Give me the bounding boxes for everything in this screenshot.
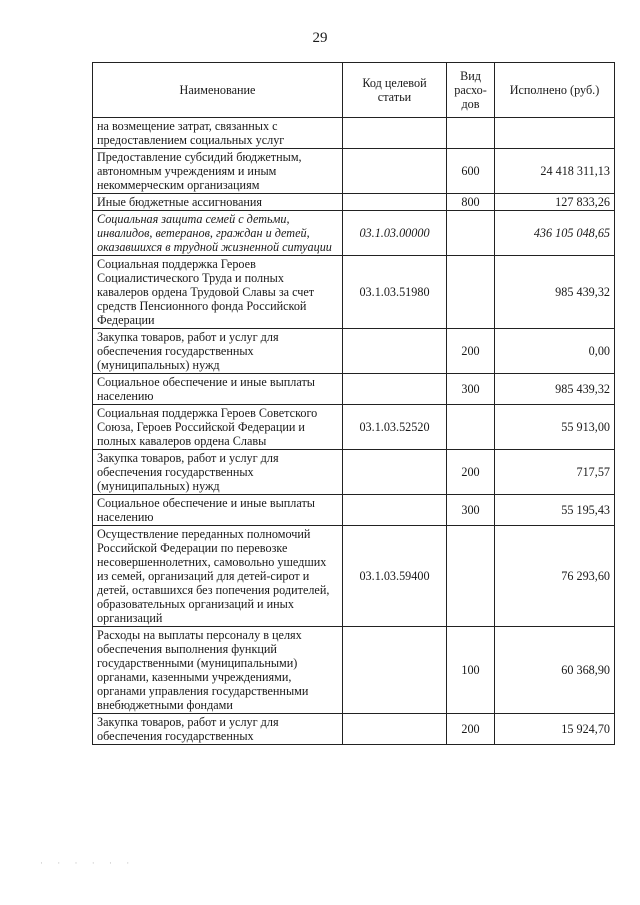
row-kind-cell [447,526,495,627]
row-name-cell: Закупка товаров, работ и услуг для обеспечения государственных (муниципальных) нужд [93,329,343,374]
row-kind-cell: 200 [447,714,495,745]
header-code: Код целевой статьи [343,63,447,118]
row-name-cell: на возмещение затрат, связанных с предоставлением социальных услуг [93,118,343,149]
row-kind-cell: 100 [447,627,495,714]
row-code-cell [343,450,447,495]
row-sum-cell [495,118,615,149]
row-sum-cell: 60 368,90 [495,627,615,714]
row-sum-cell: 55 913,00 [495,405,615,450]
table-row [93,194,615,211]
table-row [93,495,615,526]
row-name-cell: Социальное обеспечение и иные выплаты населению [93,495,343,526]
row-name-cell: Закупка товаров, работ и услуг для обеспечения государственных (муниципальных) нужд [93,450,343,495]
table-row [93,118,615,149]
row-name-cell: Расходы на выплаты персоналу в целях обеспечения выполнения функций государственными (муниципальными) органами, казенными учреждениями, органами управления государственными внебюджетными фондами [93,627,343,714]
row-sum-cell: 127 833,26 [495,194,615,211]
row-kind-cell [447,211,495,256]
table-row [93,374,615,405]
row-kind-cell: 300 [447,495,495,526]
row-code-cell [343,118,447,149]
table-row [93,149,615,194]
row-code-cell [343,149,447,194]
row-code-cell: 03.1.03.51980 [343,256,447,329]
table-row [93,526,615,627]
header-name: Наименование [93,63,343,118]
row-name-cell: Закупка товаров, работ и услуг для обеспечения государственных [93,714,343,745]
table-row [93,627,615,714]
row-sum-cell: 15 924,70 [495,714,615,745]
row-name-cell: Социальная поддержка Героев Советского Союза, Героев Российской Федерации и полных кавалеров ордена Славы [93,405,343,450]
table-row [93,211,615,256]
row-kind-cell: 800 [447,194,495,211]
row-kind-cell [447,118,495,149]
table-row [93,256,615,329]
row-code-cell: 03.1.03.00000 [343,211,447,256]
table-row [93,450,615,495]
row-kind-cell: 300 [447,374,495,405]
row-kind-cell [447,256,495,329]
row-name-cell: Социальная защита семей с детьми, инвалидов, ветеранов, граждан и детей, оказавшихся в трудной жизненной ситуации [93,211,343,256]
row-sum-cell: 55 195,43 [495,495,615,526]
table-row [93,405,615,450]
row-code-cell: 03.1.03.52520 [343,405,447,450]
row-code-cell [343,329,447,374]
row-code-cell: 03.1.03.59400 [343,526,447,627]
row-name-cell: Предоставление субсидий бюджетным, автономным учреждениям и иным некоммерческим организациям [93,149,343,194]
header-kind: Вид расхо-дов [447,63,495,118]
row-name-cell: Осуществление переданных полномочий Российской Федерации по перевозке несовершеннолетних, самовольно ушедших из семей, организаций для детей-сирот и детей, оставшихся без попечения родителей, образовательных организаций и иных организаций [93,526,343,627]
scan-mark: · · · · · · [40,858,136,868]
table-row [93,329,615,374]
row-sum-cell: 436 105 048,65 [495,211,615,256]
row-sum-cell: 76 293,60 [495,526,615,627]
page-number: 29 [312,30,328,46]
row-name-cell: Иные бюджетные ассигнования [93,194,343,211]
row-name-cell: Социальная поддержка Героев Социалистического Труда и полных кавалеров ордена Трудовой Славы за счет средств Пенсионного фонда Российской Федерации [93,256,343,329]
row-code-cell [343,627,447,714]
row-sum-cell: 985 439,32 [495,374,615,405]
table-body [93,118,615,745]
row-sum-cell: 717,57 [495,450,615,495]
row-kind-cell [447,405,495,450]
row-kind-cell: 200 [447,450,495,495]
table-header-row [93,63,615,118]
row-kind-cell: 600 [447,149,495,194]
row-kind-cell: 200 [447,329,495,374]
header-sum: Исполнено (руб.) [495,63,615,118]
budget-table [92,62,615,745]
row-code-cell [343,374,447,405]
row-code-cell [343,495,447,526]
row-sum-cell: 24 418 311,13 [495,149,615,194]
row-sum-cell: 0,00 [495,329,615,374]
table-row [93,714,615,745]
row-code-cell [343,714,447,745]
row-name-cell: Социальное обеспечение и иные выплаты населению [93,374,343,405]
row-sum-cell: 985 439,32 [495,256,615,329]
row-code-cell [343,194,447,211]
